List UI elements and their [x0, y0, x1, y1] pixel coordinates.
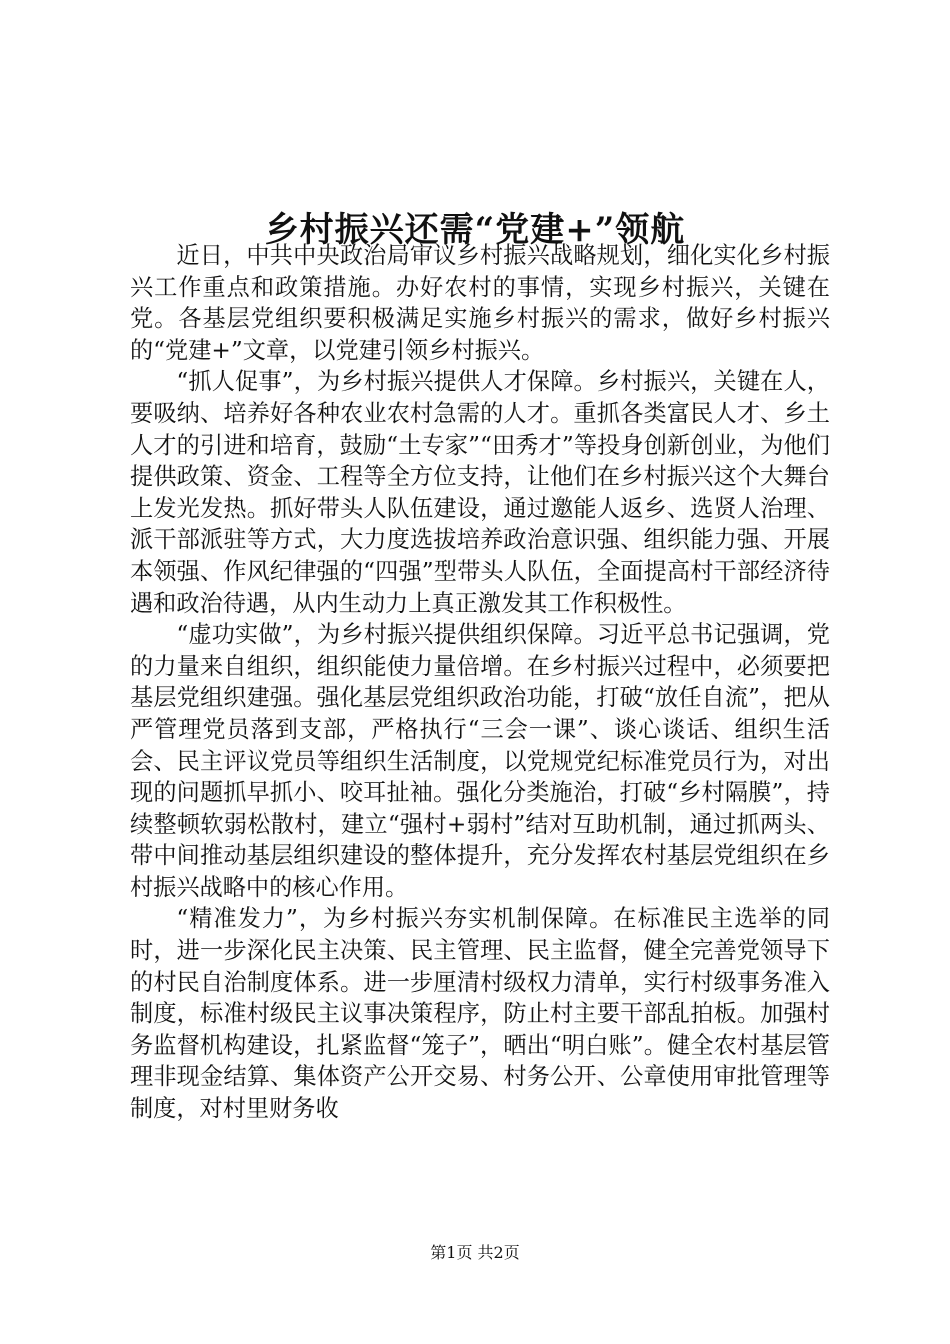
paragraph-mechanism: “精准发力”，为乡村振兴夯实机制保障。在标准民主选举的同时，进一步深化民主决策、民主管理、民主监督，健全完善党领导下的村民自治制度体系。进一步厘清村级权力清单，实行村级事务准入制度，标准村级民主议事决策程序，防止村主要干部乱拍板。加强村务监督机构建设，扎紧监督“笼子”，晒出“明白账”。健全农村基层管理非现金结算、集体资产公开交易、村务公开、公章使用审批管理等制度，对村里财务收 [130, 905, 830, 1123]
document-body [130, 240, 830, 1125]
document-title: 乡村振兴还需“党建+”领航 [264, 209, 686, 250]
paragraph-talent: “抓人促事”，为乡村振兴提供人才保障。乡村振兴，关键在人，要吸纳、培养好各种农业农村急需的人才。重抓各类富民人才、乡土人才的引进和培育，鼓励“土专家”“田秀才”等投身创新创业，为他们提供政策、资金、工程等全方位支持，让他们在乡村振兴这个大舞台上发光发热。抓好带头人队伍建设，通过邀能人返乡、选贤人治理、派干部派驻等方式，大力度选拔培养政治意识强、组织能力强、开展本领强、作风纪律强的“四强”型带头人队伍，全面提高村干部经济待遇和政治待遇，从内生动力上真正激发其工作积极性。 [130, 368, 830, 617]
paragraph-organization: “虚功实做”，为乡村振兴提供组织保障。习近平总书记强调，党的力量来自组织，组织能使力量倍增。在乡村振兴过程中，必须要把基层党组织建强。强化基层党组织政治功能，打破“放任自流”，把从严管理党员落到支部，严格执行“三会一课”、谈心谈话、组织生活会、民主评议党员等组织生活制度，以党规党纪标准党员行为，对出现的问题抓早抓小、咬耳扯袖。强化分类施治，打破“乡村隔膜”，持续整顿软弱松散村，建立“强村+弱村”结对互助机制，通过抓两头、带中间推动基层组织建设的整体提升，充分发挥农村基层党组织在乡村振兴战略中的核心作用。 [130, 621, 830, 901]
paragraph-intro: 近日，中共中央政治局审议乡村振兴战略规划，细化实化乡村振兴工作重点和政策措施。办好农村的事情，实现乡村振兴，关键在党。各基层党组织要积极满足实施乡村振兴的需求，做好乡村振兴的“党建+”文章，以党建引领乡村振兴。 [130, 242, 830, 364]
page-number-footer: 第1页 共2页 [430, 1243, 520, 1262]
